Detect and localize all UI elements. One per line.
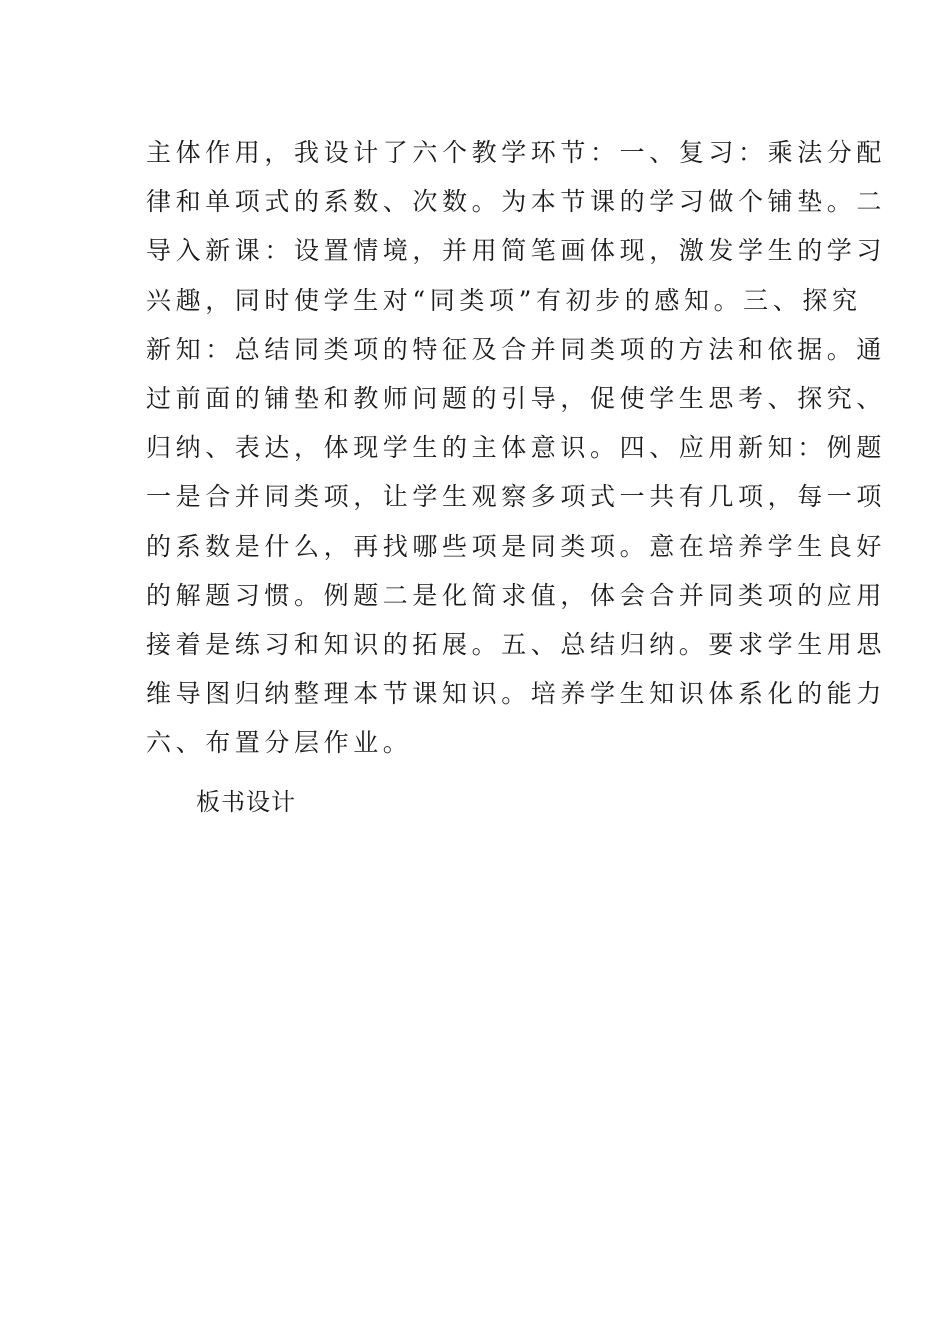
paragraph-line: 归纳、表达，体现学生的主体意识。四、应用新知：例题 xyxy=(146,433,887,463)
paragraph-line: 的系数是什么，再找哪些项是同类项。意在培养学生良好 xyxy=(146,531,887,561)
paragraph-line: 一是合并同类项，让学生观察多项式一共有几项，每一项 xyxy=(146,482,887,512)
section-heading: 板书设计 xyxy=(196,788,296,816)
paragraph-line: 维导图归纳整理本节课知识。培养学生知识体系化的能力 xyxy=(146,679,887,709)
paragraph-line: 过前面的铺垫和教师问题的引导，促使学生思考、探究、 xyxy=(146,383,887,413)
paragraph-line: 六、布置分层作业。 xyxy=(146,728,413,758)
paragraph-line: 主体作用，我设计了六个教学环节：一、复习：乘法分配 xyxy=(146,138,887,167)
paragraph-line: 新知：总结同类项的特征及合并同类项的方法和依据。通 xyxy=(146,334,887,364)
paragraph-line: 兴趣，同时使学生对“同类项”有初步的感知。三、探究 xyxy=(146,285,862,315)
paragraph-line: 律和单项式的系数、次数。为本节课的学习做个铺垫。二 xyxy=(146,187,887,217)
paragraph-line: 接着是练习和知识的拓展。五、总结归纳。要求学生用思 xyxy=(146,629,887,659)
body-paragraph xyxy=(146,128,887,767)
paragraph-line: 导入新课：设置情境，并用简笔画体现，激发学生的学习 xyxy=(146,236,887,266)
paragraph-line: 的解题习惯。例题二是化简求值，体会合并同类项的应用 xyxy=(146,580,887,610)
